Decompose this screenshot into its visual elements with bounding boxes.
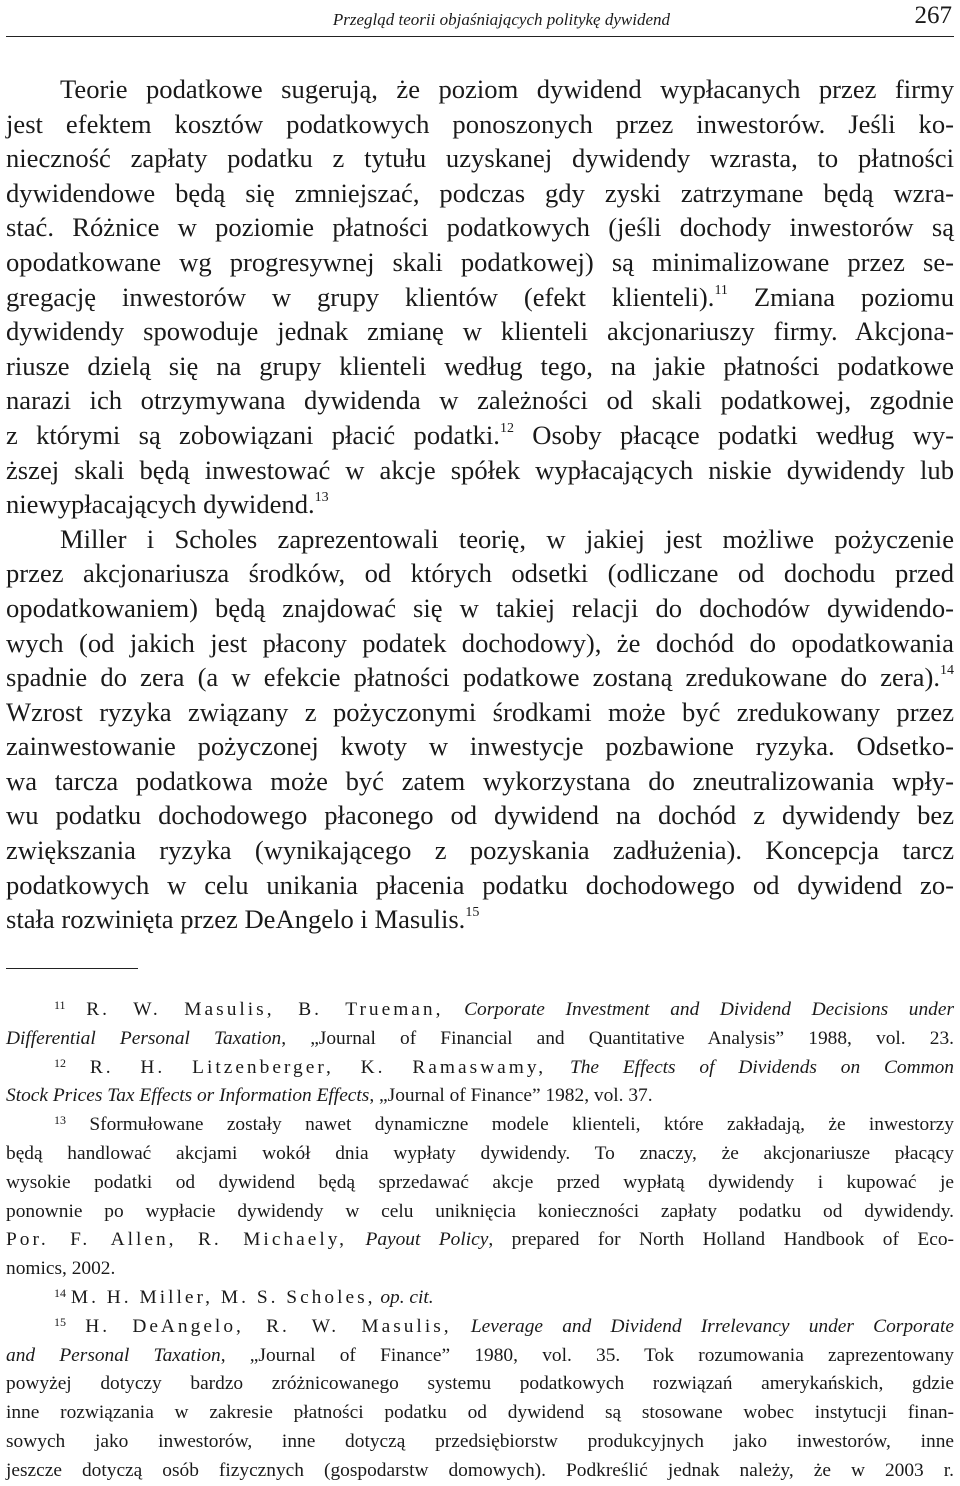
footnote-13: $^{13}$ Sformułowane zostały nawet dynamiczne modele klienteli, które zakładają, że inwestorzy xyxy=(54,1113,954,1136)
text-line: riusze dzielą się na grupy klienteli według tego, na jakie płatności podatkowe xyxy=(6,350,954,381)
footnote-14: $^{14}$ M. H. Miller, M. S. Scholes, op. cit. xyxy=(54,1285,434,1308)
footnote-line: jeszcze dotyczą osób fizycznych (gospodarstw domowych). Podkreślić jednak należy, że w 2003 r. xyxy=(6,1459,954,1481)
main-text xyxy=(6,72,954,937)
header-rule xyxy=(6,36,954,37)
footnote-line: inne rozwiązania w zakresie płatności podatku od dywidend są stosowane wobec instytucji finan- xyxy=(6,1402,954,1424)
running-header xyxy=(0,0,960,40)
footnote-ref: 15 xyxy=(465,905,480,921)
footnote-line: Differential Personal Taxation, „Journal of Financial and Quantitative Analysis” 1988, vol. 23. xyxy=(6,1027,955,1049)
text-line: wa tarcza podatkowa może być zatem wykorzystana do zneutralizowania wpły- xyxy=(6,765,954,796)
footnote-line: Por. F. Allen, R. Michaely, Payout Policy, prepared for North Holland Handbook of Eco- xyxy=(6,1229,954,1251)
text-line: jest efektem kosztów podatkowych ponoszonych przez inwestorów. Jeśli ko- xyxy=(6,108,954,139)
text-line: przez akcjonariusza środków, od których odsetki (odliczane od dochodu przed xyxy=(6,558,954,589)
footnote-line: wysokie podatki od dywidend będą sprzedawać akcje przed wypłatą dywidendy i kupować je xyxy=(6,1171,954,1193)
text-line: opodatkowane wg progresywnej skali podatkowej) są minimalizowane przez se- xyxy=(6,246,954,277)
running-title: Przegląd teorii objaśniających politykę dywidend xyxy=(332,10,670,29)
footnote-ref: 14 xyxy=(940,663,954,679)
text-line: stała rozwinięta przez DeAngelo i Masulis.$^{15}$ xyxy=(6,904,480,935)
text-line: zainwestowanie pożyczonej kwoty w inwestycje pozbawione ryzyka. Odsetko- xyxy=(6,731,954,762)
footnote-11: $^{11}$ R. W. Masulis, B. Trueman, Corporate Investment and Dividend Decisions under xyxy=(54,998,954,1020)
text-line: Teorie podatkowe sugerują, że poziom dywidend wypłacanych przez firmy xyxy=(60,74,954,104)
footnote-12: $^{12}$ R. H. Litzenberger, K. Ramaswamy, The Effects of Dividends on Common xyxy=(54,1055,955,1078)
footnote-line: sowych jako inwestorów, inne dotyczą przedsiębiorstw produkcyjnych jako inwestorów, inne xyxy=(6,1430,954,1452)
text-line: spadnie do zera (a w efekcie płatności podatkowe zostaną zredukowane do zera).$^{14}$ xyxy=(6,662,954,693)
footnote-ref: 12 xyxy=(499,420,514,436)
footnotes xyxy=(6,996,954,1486)
text-line: Miller i Scholes zaprezentowali teorię, w jakiej jest możliwe pożyczenie xyxy=(60,523,954,554)
text-line: Wzrost ryzyka związany z pożyczonymi środkami może być zredukowany przez xyxy=(6,696,954,727)
footnote-separator xyxy=(6,968,138,969)
text-line: wych (od jakich jest płacony podatek dochodowy), że dochód do opodatkowania xyxy=(6,627,954,658)
footnote-line: będą handlować akcjami wokół dnia wypłaty dywidendy. To znaczy, że akcjonariusze płacący xyxy=(6,1142,954,1164)
text-line: dywidendy spowoduje jednak zmianę w klienteli akcjonariuszy firmy. Akcjona- xyxy=(6,316,954,347)
page-number: 267 xyxy=(914,2,952,29)
footnote-line: nomics, 2002. xyxy=(6,1258,116,1280)
footnote-ref: 13 xyxy=(314,490,329,506)
text-line: nieczność zapłaty podatku z tytułu uzyskanej dywidendy wzrasta, to płatności xyxy=(6,143,954,174)
text-line: wu podatku dochodowego płaconego od dywidend na dochód z dywidendy bez xyxy=(6,800,954,831)
footnote-line: Stock Prices Tax Effects or Information Effects, „Journal of Finance” 1982, vol. 37. xyxy=(6,1085,653,1107)
text-line: stać. Różnice w poziomie płatności podatkowych (jeśli dochody inwestorów są xyxy=(6,212,954,243)
footnote-ref: 11 xyxy=(714,282,728,298)
text-line: ższej skali będą inwestować w akcje spółek wypłacających niskie dywidendy lub xyxy=(6,454,954,485)
footnote-line: and Personal Taxation, „Journal of Finance” 1980, vol. 35. Tok rozumowania zaprezentowany xyxy=(6,1344,954,1366)
text-line: opodatkowaniem) będą znajdować się w takiej relacji do dochodów dywidendo- xyxy=(6,592,954,623)
footnote-line: ponownie po wypłacie dywidendy w celu uniknięcia konieczności zapłaty podatku od dywidendy. xyxy=(6,1200,954,1222)
text-line: niewypłacających dywidend.$^{13}$ xyxy=(6,489,329,520)
text-line: podatkowych w celu unikania płacenia podatku dochodowego od dywidend zo- xyxy=(6,869,954,900)
text-line: dywidendowe będą się zmniejszać, podczas gdy zyski zatrzymane będą wzra- xyxy=(6,177,954,208)
text-line: zwiększania ryzyka (wynikającego z pozyskania zadłużenia). Koncepcja tarcz xyxy=(6,835,954,866)
text-line: gregację inwestorów w grupy klientów (efekt klienteli).$^{11}$ Zmiana poziomu xyxy=(6,281,955,312)
text-line: narazi ich otrzymywana dywidenda w zależności od skali podatkowej, zgodnie xyxy=(6,385,954,416)
footnote-15: $^{15}$ H. DeAngelo, R. W. Masulis, Leverage and Dividend Irrelevancy under Corporate xyxy=(54,1314,954,1337)
footnote-line: powyżej dotyczy bardzo zróżnicowanego systemu podatkowych rozwiązań amerykańskich, gdzie xyxy=(6,1373,954,1395)
text-line: z którymi są zobowiązani płacić podatki.$^{12}$ Osoby płacące podatki według wy- xyxy=(6,419,954,450)
